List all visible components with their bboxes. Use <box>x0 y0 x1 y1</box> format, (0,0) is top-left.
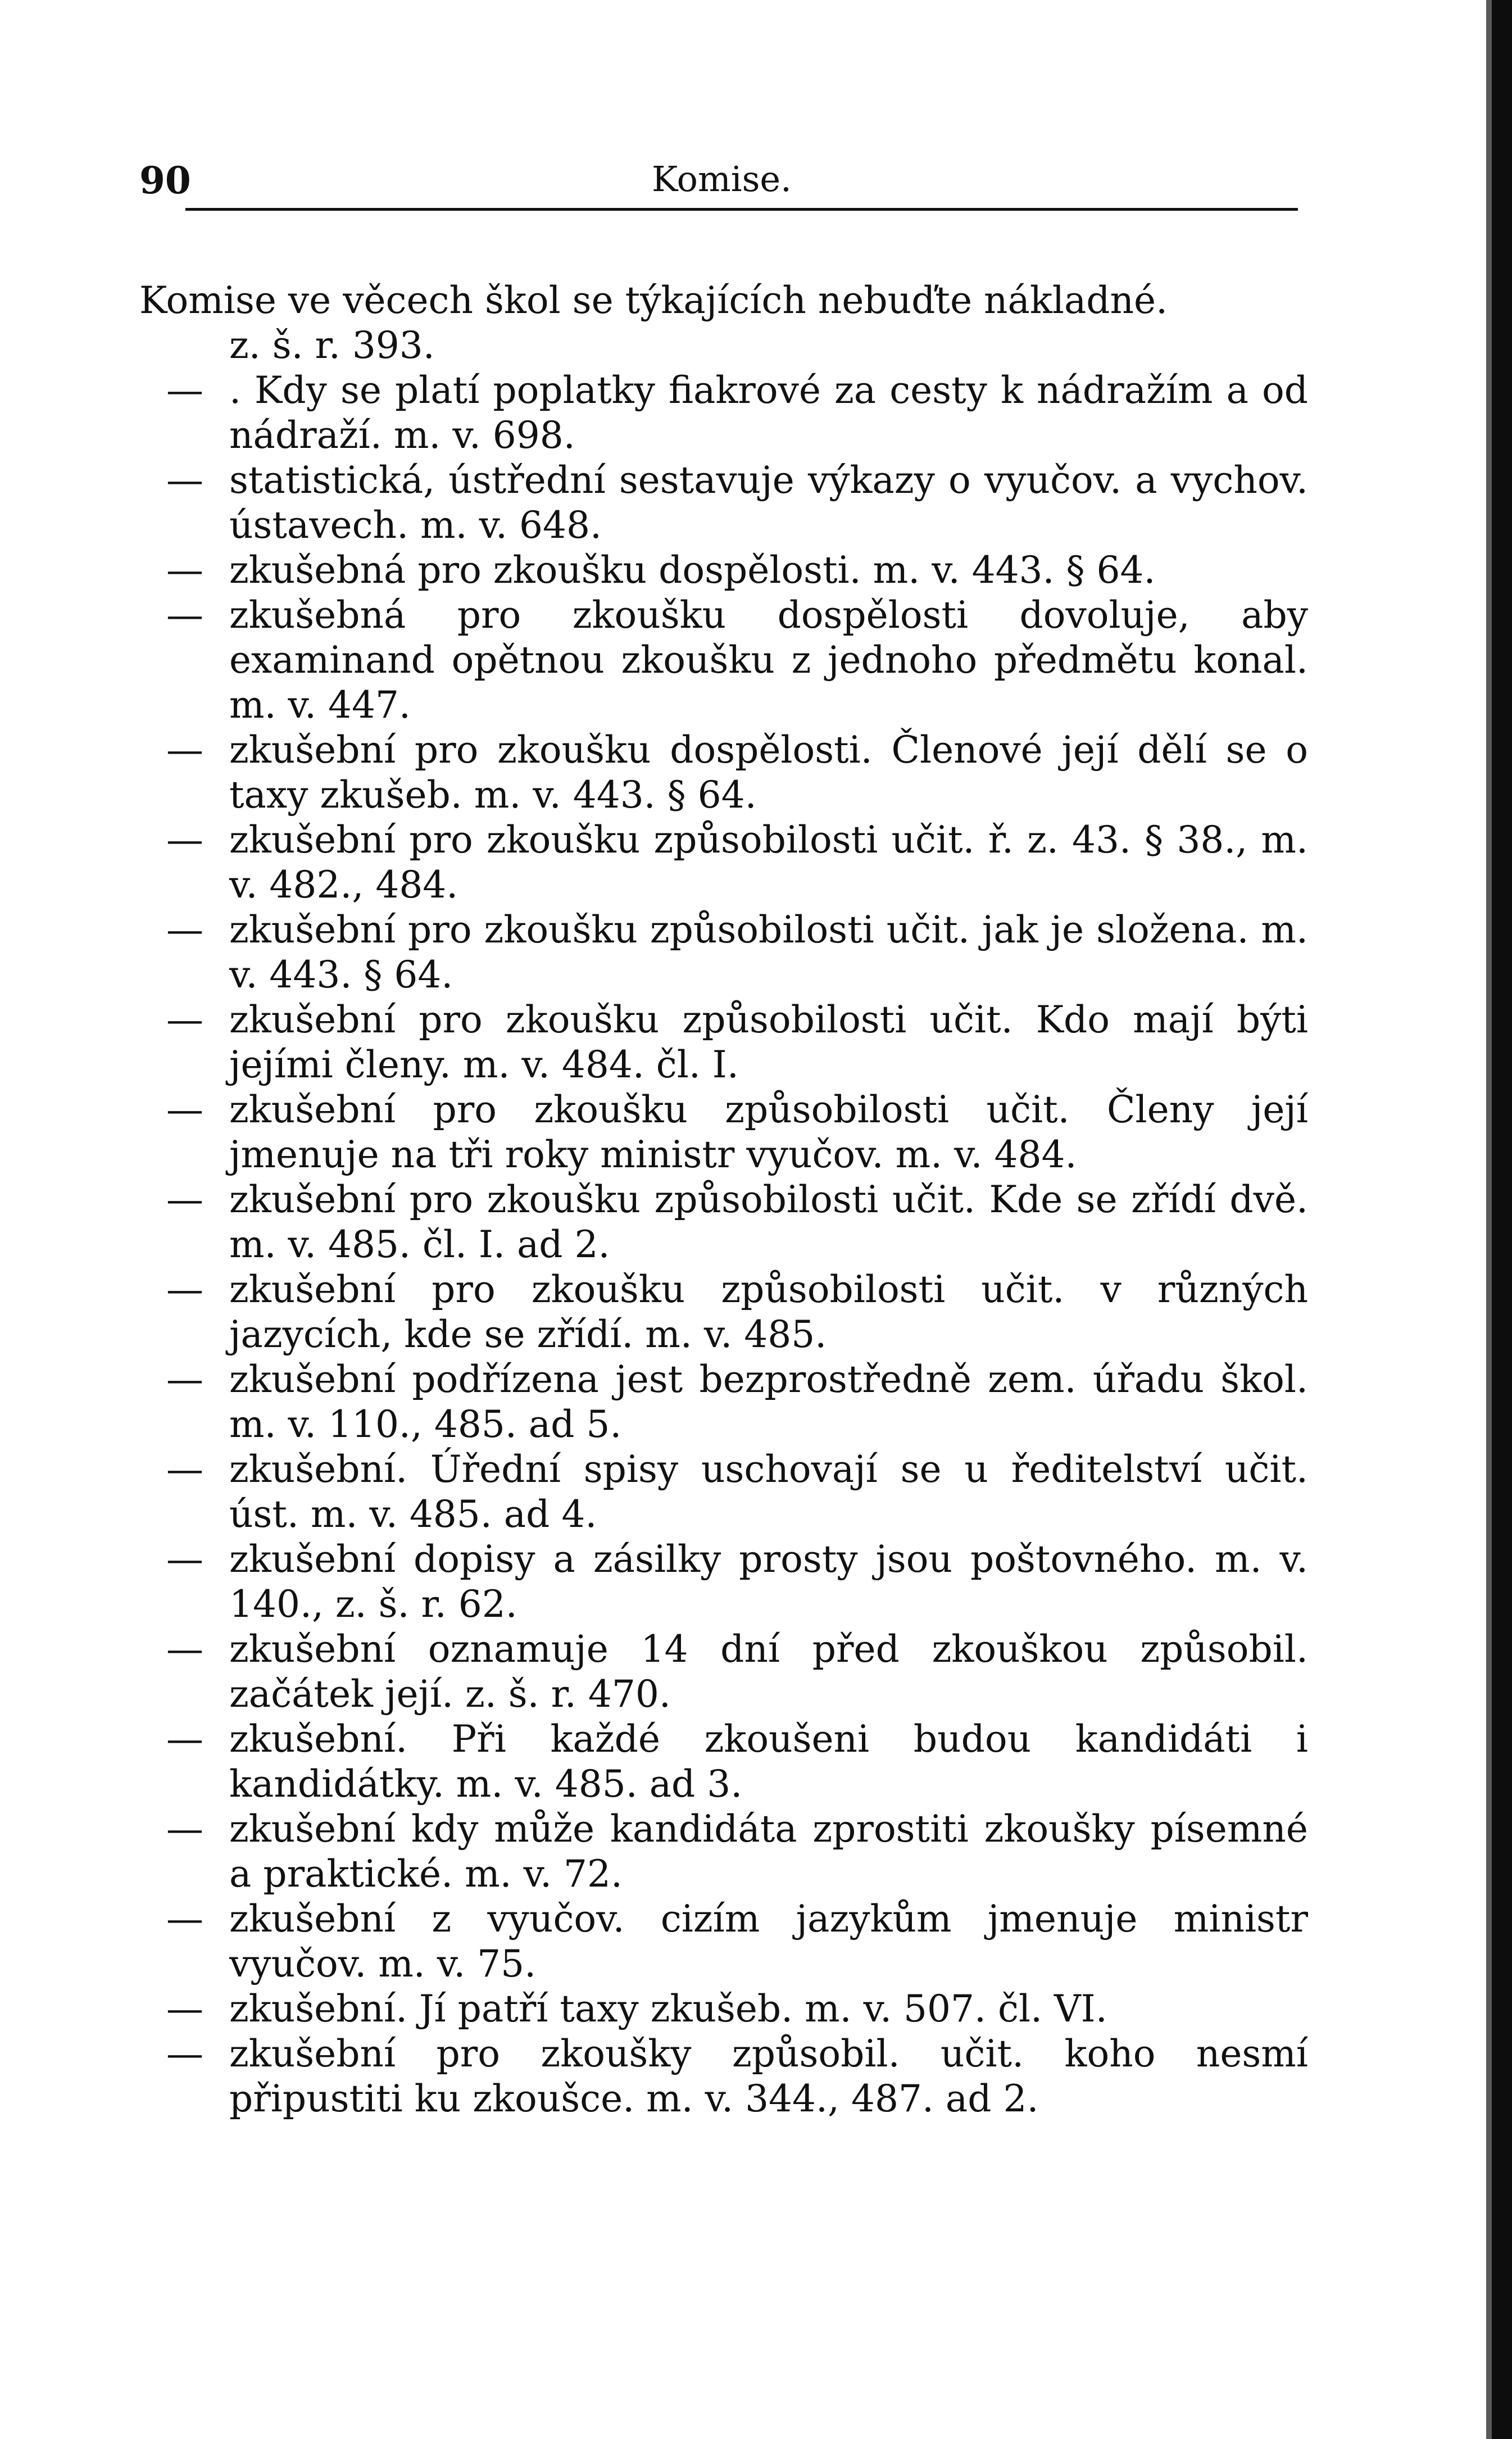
entry-text: zkušební. Jí patří taxy zkušeb. m. v. 507. čl. VI. <box>229 1987 1107 2030</box>
index-entry <box>139 1717 1308 1807</box>
entry-dash: — <box>166 369 203 412</box>
entry-text: zkušební pro zkoušku způsobilosti učit. Kde se zřídí dvě. m. v. 485. čl. I. ad 2. <box>229 1178 1308 1266</box>
index-entry <box>139 908 1308 998</box>
entry-dash: — <box>166 2032 203 2075</box>
entry-dash: — <box>166 1538 203 1581</box>
entry-text: zkušební z vyučov. cizím jazykům jmenuje ministr vyučov. m. v. 75. <box>229 1897 1308 1985</box>
entry-dash: — <box>166 818 203 862</box>
index-entry <box>139 1177 1308 1267</box>
entry-text: zkušební pro zkoušku způsobilosti učit. Kdo mají býti jejími členy. m. v. 484. čl. I. <box>229 998 1308 1086</box>
entry-text: zkušebná pro zkoušku dospělosti. m. v. 443. § 64. <box>229 548 1156 592</box>
entry-text: statistická, ústřední sestavuje výkazy o vyučov. a vychov. ústavech. m. v. 648. <box>229 459 1308 547</box>
entry-dash: — <box>166 998 203 1041</box>
entry-dash: — <box>166 1268 203 1311</box>
entry-text: zkušební dopisy a zásilky prosty jsou poštovného. m. v. 140., z. š. r. 62. <box>229 1538 1308 1626</box>
entry-text: . Kdy se platí poplatky fiakrové za cesty k nádražím a od nádraží. m. v. 698. <box>229 369 1308 457</box>
page-number: 90 <box>139 158 191 202</box>
entry-text: zkušební podřízena jest bezprostředně zem. úřadu škol. m. v. 110., 485. ad 5. <box>229 1358 1308 1446</box>
entry-text: zkušební pro zkoušku způsobilosti učit. jak je složena. m. v. 443. § 64. <box>229 908 1308 996</box>
entry-text: zkušební pro zkoušky způsobil. učit. koho nesmí připustiti ku zkoušce. m. v. 344., 487. ad 2. <box>229 2032 1308 2120</box>
entry-text: zkušební pro zkoušku způsobilosti učit. ř. z. 43. § 38., m. v. 482., 484. <box>229 818 1308 906</box>
entry-dash: — <box>166 1897 203 1941</box>
index-entry <box>139 548 1308 593</box>
index-entry <box>139 1447 1308 1537</box>
entry-text: zkušební. Při každé zkoušeni budou kandidáti i kandidátky. m. v. 485. ad 3. <box>229 1717 1308 1806</box>
entry-dash: — <box>166 1448 203 1491</box>
index-entry <box>139 1537 1308 1627</box>
index-entry <box>139 1807 1308 1897</box>
index-entry <box>139 278 1308 368</box>
entry-dash: — <box>166 459 203 502</box>
entry-text: Komise ve věcech škol se týkajících nebuďte nákladné. <box>139 279 1168 322</box>
entry-dash: — <box>166 548 203 592</box>
entry-dash: — <box>166 1088 203 1131</box>
entry-text: zkušební oznamuje 14 dní před zkouškou způsobil. začátek její. z. š. r. 470. <box>229 1627 1308 1716</box>
entry-dash: — <box>166 1987 203 2030</box>
scan-edge <box>1492 0 1512 2439</box>
entry-dash: — <box>166 728 203 772</box>
entry-dash: — <box>166 1358 203 1401</box>
index-entry <box>139 1357 1308 1447</box>
header-rule <box>185 208 1298 211</box>
index-entry <box>139 1627 1308 1717</box>
index-entry <box>139 458 1308 548</box>
page-header <box>139 147 1297 209</box>
index-entry <box>139 1897 1308 1987</box>
entry-text: zkušební kdy může kandidáta zprostiti zkoušky písemné a praktické. m. v. 72. <box>229 1807 1308 1896</box>
entry-dash: — <box>166 1178 203 1221</box>
index-entry <box>139 368 1308 458</box>
entry-text: zkušebná pro zkoušku dospělosti dovoluje, aby examinand opětnou zkoušku z jednoho předmětu konal. m. v. 447. <box>229 593 1308 727</box>
index-entries <box>139 278 1308 2121</box>
running-title: Komise. <box>652 158 792 200</box>
entry-dash: — <box>166 1627 203 1671</box>
index-entry <box>139 1987 1308 2032</box>
index-entry <box>139 593 1308 728</box>
entry-text: zkušební pro zkoušku dospělosti. Členové její dělí se o taxy zkušeb. m. v. 443. § 64. <box>229 728 1308 817</box>
index-entry <box>139 1267 1308 1357</box>
scan-edge-shadow <box>1486 0 1492 2439</box>
entry-dash: — <box>166 1717 203 1761</box>
index-entry <box>139 818 1308 908</box>
entry-continuation: z. š. r. 393. <box>229 324 435 367</box>
entry-text: zkušební pro zkoušku způsobilosti učit. Členy její jmenuje na tři roky ministr vyučov. m. v. 484. <box>229 1088 1308 1176</box>
index-entry <box>139 728 1308 818</box>
index-entry <box>139 2032 1308 2121</box>
entry-dash: — <box>166 1807 203 1851</box>
entry-text: zkušební pro zkoušku způsobilosti učit. v různých jazycích, kde se zřídí. m. v. 485. <box>229 1268 1308 1356</box>
index-entry <box>139 1087 1308 1177</box>
entry-dash: — <box>166 593 203 637</box>
index-entry <box>139 998 1308 1087</box>
entry-text: zkušební. Úřední spisy uschovají se u ředitelství učit. úst. m. v. 485. ad 4. <box>229 1448 1308 1536</box>
entry-dash: — <box>166 908 203 951</box>
